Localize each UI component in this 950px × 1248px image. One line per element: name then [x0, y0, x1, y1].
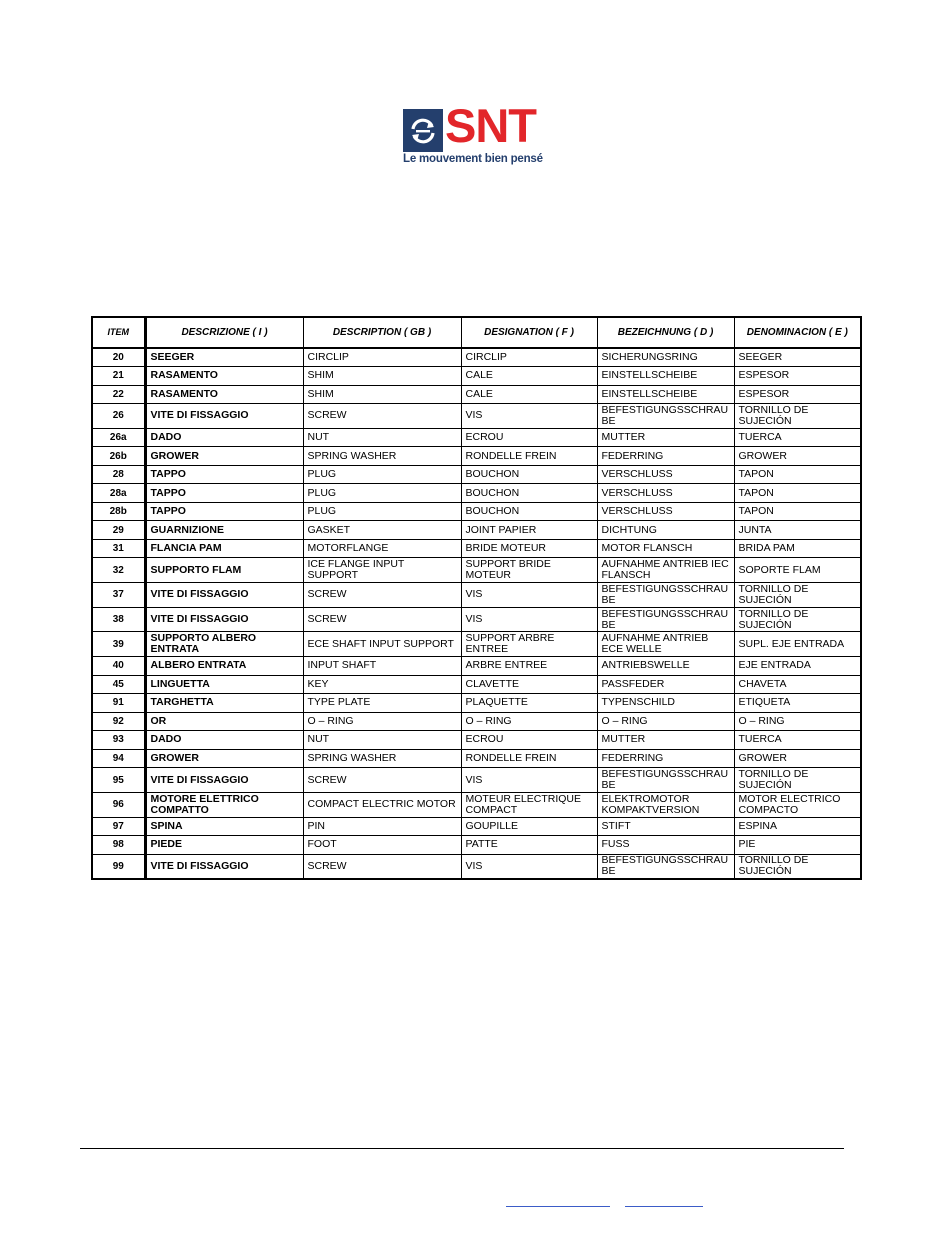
cell-description: SCREW — [303, 404, 461, 429]
cell-bezeichnung: FEDERRING — [597, 749, 734, 768]
cell-description: SCREW — [303, 583, 461, 608]
table-row — [92, 607, 861, 632]
cell-denominacion: TORNILLO DE SUJECIÓN — [734, 404, 861, 429]
cell-descrizione: GROWER — [145, 749, 303, 768]
cell-description: TYPE PLATE — [303, 694, 461, 713]
cell-descrizione: TAPPO — [145, 484, 303, 503]
cell-denominacion: BRIDA PAM — [734, 539, 861, 558]
header-denominacion: DENOMINACION ( E ) — [734, 317, 861, 348]
cell-descrizione: SPINA — [145, 817, 303, 836]
table-row — [92, 632, 861, 657]
table-row — [92, 465, 861, 484]
cell-bezeichnung: EINSTELLSCHEIBE — [597, 367, 734, 386]
cell-bezeichnung: BEFESTIGUNGSSCHRAU BE — [597, 404, 734, 429]
cell-description: ICE FLANGE INPUT SUPPORT — [303, 558, 461, 583]
cell-designation: BOUCHON — [461, 465, 597, 484]
cell-designation: CLAVETTE — [461, 675, 597, 694]
logo-tagline: Le mouvement bien pensé — [403, 153, 543, 165]
cell-description: KEY — [303, 675, 461, 694]
cell-designation: VIS — [461, 854, 597, 879]
cell-description: CIRCLIP — [303, 348, 461, 367]
header-item: ITEM — [92, 317, 145, 348]
cell-descrizione: TAPPO — [145, 465, 303, 484]
cell-denominacion: TORNILLO DE SUJECIÓN — [734, 583, 861, 608]
cell-designation: SUPPORT BRIDE MOTEUR — [461, 558, 597, 583]
parts-table-body — [92, 348, 861, 879]
cell-description: NUT — [303, 731, 461, 750]
footer-link-underline[interactable] — [506, 1206, 610, 1207]
cell-item: 96 — [92, 792, 145, 817]
cell-denominacion: JUNTA — [734, 521, 861, 540]
table-row — [92, 484, 861, 503]
cell-description: SHIM — [303, 385, 461, 404]
table-row — [92, 521, 861, 540]
cell-descrizione: SUPPORTO ALBERO ENTRATA — [145, 632, 303, 657]
cell-denominacion: CHAVETA — [734, 675, 861, 694]
cell-descrizione: VITE DI FISSAGGIO — [145, 768, 303, 793]
cell-bezeichnung: TYPENSCHILD — [597, 694, 734, 713]
cell-description: SCREW — [303, 854, 461, 879]
cell-bezeichnung: VERSCHLUSS — [597, 484, 734, 503]
cell-denominacion: EJE ENTRADA — [734, 657, 861, 676]
table-row — [92, 404, 861, 429]
cell-bezeichnung: AUFNAHME ANTRIEB ECE WELLE — [597, 632, 734, 657]
table-row — [92, 817, 861, 836]
cell-description: SHIM — [303, 367, 461, 386]
cell-item: 99 — [92, 854, 145, 879]
cell-description: FOOT — [303, 836, 461, 855]
table-row — [92, 768, 861, 793]
cell-bezeichnung: VERSCHLUSS — [597, 502, 734, 521]
cell-designation: CALE — [461, 367, 597, 386]
cell-descrizione: DADO — [145, 428, 303, 447]
cell-denominacion: ESPESOR — [734, 385, 861, 404]
cell-descrizione: VITE DI FISSAGGIO — [145, 854, 303, 879]
cell-denominacion: ESPESOR — [734, 367, 861, 386]
header-descrizione: DESCRIZIONE ( I ) — [145, 317, 303, 348]
cell-descrizione: TAPPO — [145, 502, 303, 521]
cell-designation: BOUCHON — [461, 502, 597, 521]
table-row — [92, 657, 861, 676]
cell-item: 31 — [92, 539, 145, 558]
cell-denominacion: ETIQUETA — [734, 694, 861, 713]
header-bezeichnung: BEZEICHNUNG ( D ) — [597, 317, 734, 348]
cell-item: 98 — [92, 836, 145, 855]
cell-description: GASKET — [303, 521, 461, 540]
cell-designation: RONDELLE FREIN — [461, 749, 597, 768]
cell-item: 91 — [92, 694, 145, 713]
cell-bezeichnung: STIFT — [597, 817, 734, 836]
cell-description: PIN — [303, 817, 461, 836]
logo-wordmark: SNT — [445, 99, 536, 152]
cell-designation: JOINT PAPIER — [461, 521, 597, 540]
cell-designation: PLAQUETTE — [461, 694, 597, 713]
cell-designation: GOUPILLE — [461, 817, 597, 836]
table-row — [92, 558, 861, 583]
table-row — [92, 675, 861, 694]
cell-designation: ARBRE ENTREE — [461, 657, 597, 676]
cell-descrizione: VITE DI FISSAGGIO — [145, 583, 303, 608]
cell-bezeichnung: FUSS — [597, 836, 734, 855]
cell-item: 92 — [92, 712, 145, 731]
cell-item: 26a — [92, 428, 145, 447]
table-row — [92, 583, 861, 608]
header-designation: DESIGNATION ( F ) — [461, 317, 597, 348]
cell-bezeichnung: BEFESTIGUNGSSCHRAU BE — [597, 583, 734, 608]
cell-descrizione: PIEDE — [145, 836, 303, 855]
cell-descrizione: FLANCIA PAM — [145, 539, 303, 558]
cell-item: 28b — [92, 502, 145, 521]
cell-item: 22 — [92, 385, 145, 404]
table-row — [92, 854, 861, 879]
cell-denominacion: TORNILLO DE SUJECIÓN — [734, 607, 861, 632]
cell-denominacion: GROWER — [734, 447, 861, 466]
table-row — [92, 694, 861, 713]
cell-bezeichnung: VERSCHLUSS — [597, 465, 734, 484]
cell-designation: BRIDE MOTEUR — [461, 539, 597, 558]
cell-description: PLUG — [303, 502, 461, 521]
cell-designation: SUPPORT ARBRE ENTREE — [461, 632, 597, 657]
cell-item: 32 — [92, 558, 145, 583]
cell-descrizione: SUPPORTO FLAM — [145, 558, 303, 583]
cell-descrizione: GUARNIZIONE — [145, 521, 303, 540]
cell-designation: ECROU — [461, 731, 597, 750]
cell-designation: CIRCLIP — [461, 348, 597, 367]
cell-descrizione: DADO — [145, 731, 303, 750]
cell-description: MOTORFLANGE — [303, 539, 461, 558]
footer-link-underline[interactable] — [625, 1206, 703, 1207]
cell-description: PLUG — [303, 465, 461, 484]
cell-designation: O – RING — [461, 712, 597, 731]
table-row — [92, 348, 861, 367]
cell-bezeichnung: EINSTELLSCHEIBE — [597, 385, 734, 404]
cell-designation: VIS — [461, 768, 597, 793]
cell-item: 40 — [92, 657, 145, 676]
header-description: DESCRIPTION ( GB ) — [303, 317, 461, 348]
cell-item: 38 — [92, 607, 145, 632]
cell-denominacion: TAPON — [734, 484, 861, 503]
cell-bezeichnung: PASSFEDER — [597, 675, 734, 694]
table-row — [92, 712, 861, 731]
cell-descrizione: ALBERO ENTRATA — [145, 657, 303, 676]
cell-description: PLUG — [303, 484, 461, 503]
cell-description: SCREW — [303, 768, 461, 793]
cell-descrizione: OR — [145, 712, 303, 731]
cell-item: 21 — [92, 367, 145, 386]
cell-denominacion: TUERCA — [734, 428, 861, 447]
cell-denominacion: ESPINA — [734, 817, 861, 836]
cell-designation: MOTEUR ELECTRIQUE COMPACT — [461, 792, 597, 817]
table-row — [92, 792, 861, 817]
table-row — [92, 447, 861, 466]
cell-bezeichnung: DICHTUNG — [597, 521, 734, 540]
cell-item: 26 — [92, 404, 145, 429]
cell-bezeichnung: O – RING — [597, 712, 734, 731]
cell-descrizione: LINGUETTA — [145, 675, 303, 694]
cell-denominacion: TORNILLO DE SUJECIÓN — [734, 768, 861, 793]
rotation-arrows-icon — [403, 109, 443, 152]
cell-item: 95 — [92, 768, 145, 793]
cell-description: SPRING WASHER — [303, 447, 461, 466]
cell-item: 29 — [92, 521, 145, 540]
cell-denominacion: MOTOR ELECTRICO COMPACTO — [734, 792, 861, 817]
cell-denominacion: TAPON — [734, 465, 861, 484]
cell-denominacion: SOPORTE FLAM — [734, 558, 861, 583]
cell-description: SPRING WASHER — [303, 749, 461, 768]
cell-denominacion: SUPL. EJE ENTRADA — [734, 632, 861, 657]
cell-description: ECE SHAFT INPUT SUPPORT — [303, 632, 461, 657]
table-row — [92, 749, 861, 768]
cell-descrizione: TARGHETTA — [145, 694, 303, 713]
cell-item: 20 — [92, 348, 145, 367]
cell-item: 94 — [92, 749, 145, 768]
cell-designation: ECROU — [461, 428, 597, 447]
table-row — [92, 367, 861, 386]
cell-descrizione: VITE DI FISSAGGIO — [145, 404, 303, 429]
cell-denominacion: TAPON — [734, 502, 861, 521]
cell-denominacion: GROWER — [734, 749, 861, 768]
cell-descrizione: RASAMENTO — [145, 385, 303, 404]
cell-denominacion: PIE — [734, 836, 861, 855]
cell-bezeichnung: ANTRIEBSWELLE — [597, 657, 734, 676]
cell-bezeichnung: MOTOR FLANSCH — [597, 539, 734, 558]
cell-item: 26b — [92, 447, 145, 466]
cell-descrizione: MOTORE ELETTRICO COMPATTO — [145, 792, 303, 817]
table-row — [92, 539, 861, 558]
snt-logo — [403, 99, 553, 167]
cell-descrizione: SEEGER — [145, 348, 303, 367]
cell-item: 28 — [92, 465, 145, 484]
cell-bezeichnung: ELEKTROMOTOR KOMPAKTVERSION — [597, 792, 734, 817]
cell-item: 93 — [92, 731, 145, 750]
cell-item: 28a — [92, 484, 145, 503]
cell-description: NUT — [303, 428, 461, 447]
footer-divider — [80, 1148, 844, 1149]
cell-designation: VIS — [461, 583, 597, 608]
cell-bezeichnung: AUFNAHME ANTRIEB IEC FLANSCH — [597, 558, 734, 583]
table-header-row — [92, 317, 861, 348]
cell-item: 97 — [92, 817, 145, 836]
cell-bezeichnung: MUTTER — [597, 731, 734, 750]
cell-description: SCREW — [303, 607, 461, 632]
table-row — [92, 428, 861, 447]
cell-item: 45 — [92, 675, 145, 694]
cell-denominacion: SEEGER — [734, 348, 861, 367]
cell-bezeichnung: BEFESTIGUNGSSCHRAU BE — [597, 768, 734, 793]
cell-designation: PATTE — [461, 836, 597, 855]
cell-item: 39 — [92, 632, 145, 657]
cell-designation: VIS — [461, 607, 597, 632]
cell-bezeichnung: SICHERUNGSRING — [597, 348, 734, 367]
cell-designation: BOUCHON — [461, 484, 597, 503]
cell-denominacion: O – RING — [734, 712, 861, 731]
table-row — [92, 836, 861, 855]
cell-designation: CALE — [461, 385, 597, 404]
parts-table — [91, 316, 862, 880]
cell-bezeichnung: BEFESTIGUNGSSCHRAU BE — [597, 854, 734, 879]
cell-descrizione: GROWER — [145, 447, 303, 466]
cell-bezeichnung: FEDERRING — [597, 447, 734, 466]
cell-designation: VIS — [461, 404, 597, 429]
cell-denominacion: TUERCA — [734, 731, 861, 750]
table-row — [92, 385, 861, 404]
cell-bezeichnung: BEFESTIGUNGSSCHRAU BE — [597, 607, 734, 632]
cell-description: O – RING — [303, 712, 461, 731]
cell-item: 37 — [92, 583, 145, 608]
cell-descrizione: VITE DI FISSAGGIO — [145, 607, 303, 632]
cell-description: COMPACT ELECTRIC MOTOR — [303, 792, 461, 817]
cell-description: INPUT SHAFT — [303, 657, 461, 676]
table-row — [92, 731, 861, 750]
cell-denominacion: TORNILLO DE SUJECIÓN — [734, 854, 861, 879]
cell-descrizione: RASAMENTO — [145, 367, 303, 386]
cell-bezeichnung: MUTTER — [597, 428, 734, 447]
table-row — [92, 502, 861, 521]
cell-designation: RONDELLE FREIN — [461, 447, 597, 466]
